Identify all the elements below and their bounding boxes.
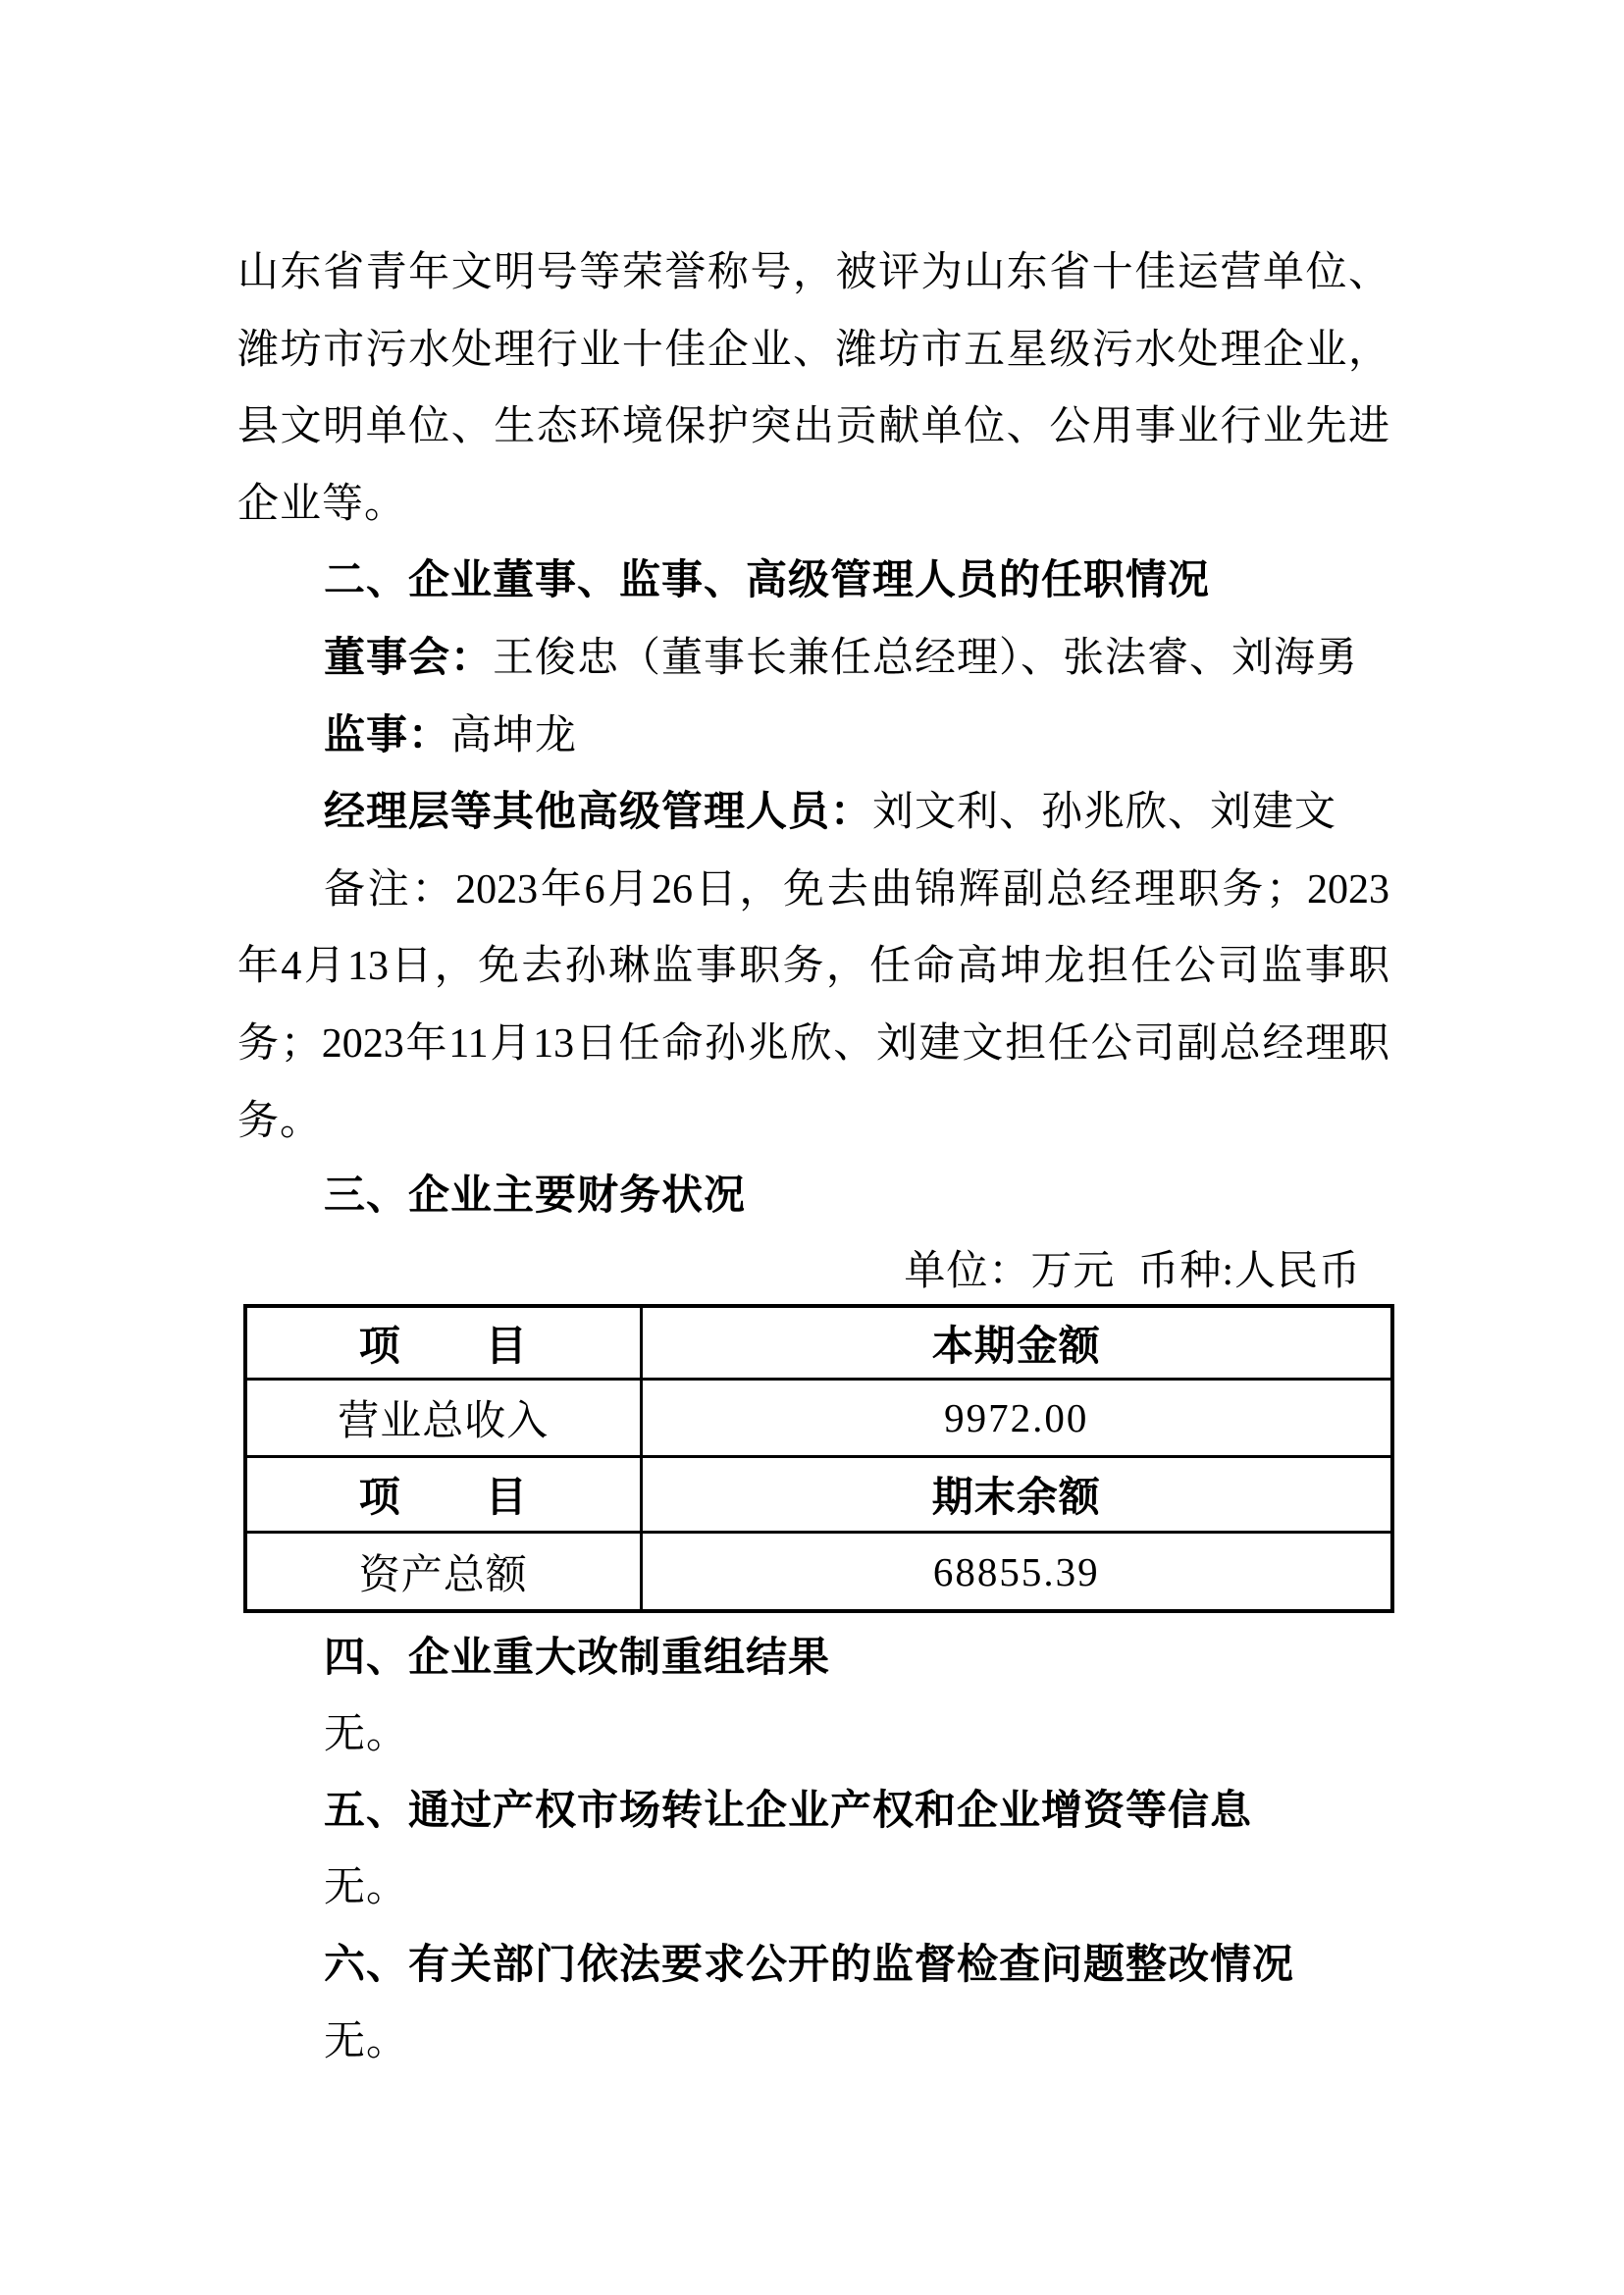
section2-heading: 二、企业董事、监事、高级管理人员的任职情况: [324, 558, 1211, 603]
managers-line: [324, 785, 1336, 840]
table-row: [245, 1457, 1392, 1533]
section5-body: 无。: [324, 1865, 409, 1910]
unit-note: 单位：万元 币种:人民币: [904, 1249, 1361, 1294]
section4-heading: 四、企业重大改制重组结果: [324, 1636, 831, 1681]
table-cell-revenue-value: 9972.00: [641, 1380, 1392, 1457]
supervisor-label: 监事：: [324, 713, 451, 758]
board-line: [324, 631, 1358, 686]
table-row: [245, 1306, 1392, 1380]
table-cell-revenue-label: 营业总收入: [245, 1380, 641, 1457]
table-header-current-amount: 本期金额: [641, 1306, 1392, 1380]
section4-body: 无。: [324, 1712, 409, 1757]
table-header-item: 项 目: [245, 1306, 641, 1380]
managers-label: 经理层等其他高级管理人员：: [324, 790, 873, 835]
table-header-ending-balance: 期末余额: [641, 1457, 1392, 1533]
intro-line-3: 县文明单位、生态环境保护突出贡献单位、公用事业行业先进: [237, 404, 1389, 449]
note-line-4: 务。: [237, 1099, 323, 1144]
table-cell-assets-value: 68855.39: [641, 1533, 1392, 1612]
board-label: 董事会：: [324, 636, 494, 681]
note-line-3: 务；2023年11月13日任命孙兆欣、刘建文担任公司副总经理职: [237, 1021, 1389, 1067]
note-line-2: 年4月13日，免去孙琳监事职务，任命高坤龙担任公司监事职: [237, 944, 1389, 989]
table-row: [245, 1533, 1392, 1612]
table-cell-assets-label: 资产总额: [245, 1533, 641, 1612]
section5-heading: 五、通过产权市场转让企业产权和企业增资等信息: [324, 1789, 1253, 1834]
intro-line-1: 山东省青年文明号等荣誉称号，被评为山东省十佳运营单位、: [237, 250, 1389, 295]
section6-body: 无。: [324, 2019, 409, 2064]
section6-heading: 六、有关部门依法要求公开的监督检查问题整改情况: [324, 1943, 1295, 1988]
table-row: [245, 1380, 1392, 1457]
supervisor-value: 高坤龙: [450, 713, 578, 758]
intro-line-4: 企业等。: [237, 482, 407, 527]
financial-table: [243, 1304, 1394, 1613]
section3-heading: 三、企业主要财务状况: [324, 1174, 747, 1219]
board-value: 王俊忠（董事长兼任总经理）、张法睿、刘海勇: [493, 636, 1359, 681]
intro-line-2: 潍坊市污水处理行业十佳企业、潍坊市五星级污水处理企业，: [237, 328, 1389, 373]
table-header-item2: 项 目: [245, 1457, 641, 1533]
note-line-1: 备注：2023年6月26日，免去曲锦辉副总经理职务；2023: [324, 867, 1389, 913]
supervisor-line: [324, 708, 577, 763]
managers-value: 刘文利、孙兆欣、刘建文: [872, 790, 1337, 835]
